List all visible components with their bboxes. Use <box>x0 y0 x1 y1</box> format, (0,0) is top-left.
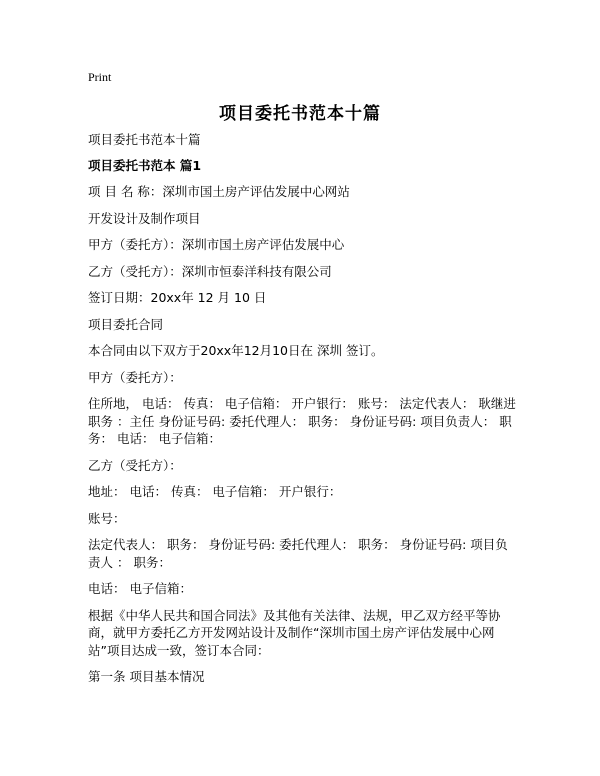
paragraph: 住所地， 电话： 传真： 电子信箱： 开户银行： 账号： 法定代表人： 耿继进 职务 ：主任 身份证号码: 委托代理人： 职务： 身份证号码: 项目负责人： 职务： 电话： 电子信箱： <box>88 396 516 446</box>
section-heading: 项目委托书范本 篇1 <box>88 157 202 173</box>
page-title: 项目委托书范本十篇 <box>219 104 381 124</box>
paragraph: 第一条 项目基本情况 <box>88 669 205 684</box>
paragraph: 账号： <box>88 510 126 526</box>
paragraph: 法定代表人： 职务： 身份证号码: 委托代理人： 职务： 身份证号码: 项目负责人 ： 职务： <box>88 537 508 570</box>
paragraph: 甲方（委托方）：深圳市国土房产评估发展中心 <box>88 237 345 252</box>
paragraph: 项目委托合同 <box>88 316 164 332</box>
paragraph: 乙方（受托方）： <box>88 457 182 473</box>
paragraph: 签订日期：20xx年 12 月 10 日 <box>88 290 267 305</box>
paragraph: 开发设计及制作项目 <box>88 210 201 226</box>
paragraph: 乙方（受托方）：深圳市恒泰洋科技有限公司 <box>88 263 332 279</box>
print-label: Print <box>88 70 112 84</box>
paragraph: 根据《中华人民共和国合同法》及其他有关法律、法规，甲乙双方经平等协商，就甲方委托乙方开发网站设计及制作“深圳市国土房产评估发展中心网站”项目达成一致，签订本合同： <box>88 607 501 658</box>
paragraph: 项 目 名 称：深圳市国土房产评估发展中心网站 <box>88 184 350 199</box>
paragraph: 项目委托书范本十篇 <box>88 132 201 147</box>
paragraph: 地址： 电话： 传真： 电子信箱： 开户银行： <box>88 484 342 499</box>
paragraph: 本合同由以下双方于20xx年12月10日在 深圳 签订。 <box>88 343 384 358</box>
paragraph: 电话： 电子信箱： <box>88 581 192 596</box>
paragraph: 甲方（委托方）： <box>88 369 182 385</box>
document-body <box>88 131 520 695</box>
